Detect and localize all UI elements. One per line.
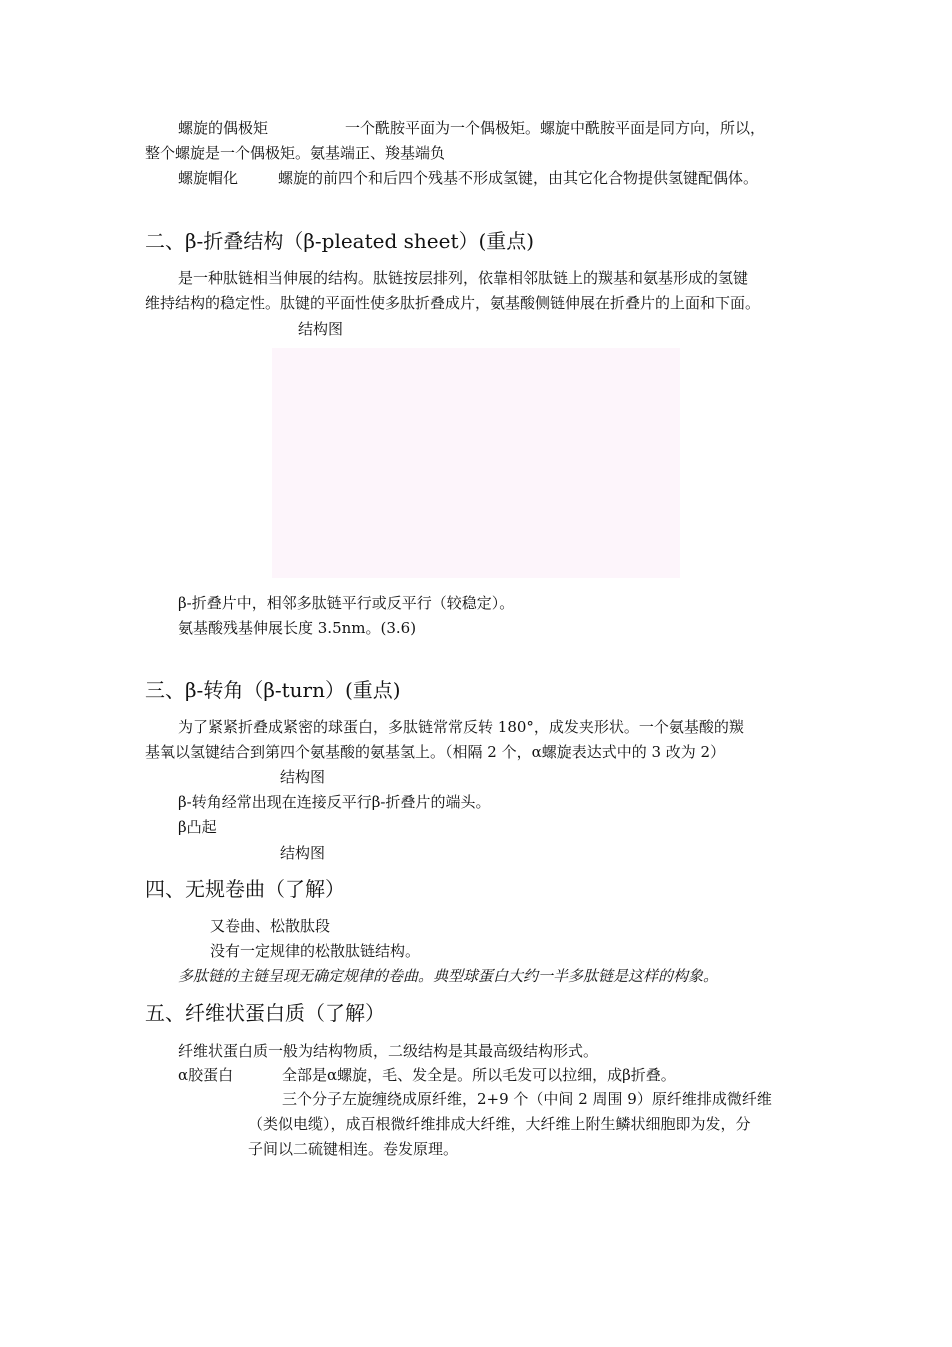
beta-sheet-figure-label: 结构图 [298,320,344,338]
beta-turn-note: β-转角经常出现在连接反平行β-折叠片的端头。 [178,793,491,811]
random-coil-heading: 四、无规卷曲（了解） [145,877,345,901]
collagen-text: 全部是α螺旋，毛、发全是。所以毛发可以拉细，成β折叠。 [282,1066,676,1084]
beta-sheet-para-2: 维持结构的稳定性。肽键的平面性使多肽折叠成片，氨基酸侧链伸展在折叠片的上面和下面。 [145,294,761,312]
beta-sheet-note-1: β-折叠片中，相邻多肽链平行或反平行（较稳定）。 [178,594,515,612]
beta-turn-para-1: 为了紧紧折叠成紧密的球蛋白，多肽链常常反转 180°，成发夹形状。一个氨基酸的羰 [178,718,744,736]
random-coil-para-3: 多肽链的主链呈现无确定规律的卷曲。典型球蛋白大约一半多肽链是这样的构象。 [178,967,719,985]
cap-text: 螺旋的前四个和后四个残基不形成氢键，由其它化合物提供氢键配偶体。 [278,169,759,187]
beta-bulge-figure-label: 结构图 [280,844,326,862]
collagen-line-4: 子间以二硫键相连。卷发原理。 [248,1140,459,1158]
beta-turn-para-2: 基氧以氢键结合到第四个氨基酸的氨基氢上。（相隔 2 个，α螺旋表达式中的 3 改为 2） [145,743,726,761]
fibrous-protein-para-1: 纤维状蛋白质一般为结构物质，二级结构是其最高级结构形式。 [178,1042,599,1060]
dipole-text-cont: 整个螺旋是一个偶极矩。氨基端正、羧基端负 [145,144,446,162]
beta-sheet-para-1: 是一种肽链相当伸展的结构。肽链按层排列，依靠相邻肽链上的羰基和氨基形成的氢键 [178,269,749,287]
random-coil-para-1: 又卷曲、松散肽段 [210,917,331,935]
beta-sheet-note-2: 氨基酸残基伸展长度 3.5nm。(3.6) [178,619,417,637]
beta-turn-figure-label: 结构图 [280,768,326,786]
beta-bulge-label: β凸起 [178,818,217,836]
fibrous-protein-heading: 五、纤维状蛋白质（了解） [145,1001,385,1025]
collagen-label: α胶蛋白 [178,1066,234,1084]
cap-label: 螺旋帽化 [178,169,239,187]
beta-turn-heading: 三、β-转角（β-turn）(重点) [145,678,401,702]
beta-sheet-heading: 二、β-折叠结构（β-pleated sheet）(重点) [145,229,535,253]
dipole-text: 一个酰胺平面为一个偶极矩。螺旋中酰胺平面是同方向，所以， [345,119,766,137]
collagen-line-3: （类似电缆），成百根微纤维排成大纤维，大纤维上附生鳞状细胞即为发，分 [248,1115,751,1133]
random-coil-para-2: 没有一定规律的松散肽链结构。 [210,942,421,960]
collagen-line-2: 三个分子左旋缠绕成原纤维，2+9 个（中间 2 周围 9）原纤维排成微纤维 [282,1090,772,1108]
dipole-label: 螺旋的偶极矩 [178,119,269,137]
beta-sheet-figure [272,348,680,578]
